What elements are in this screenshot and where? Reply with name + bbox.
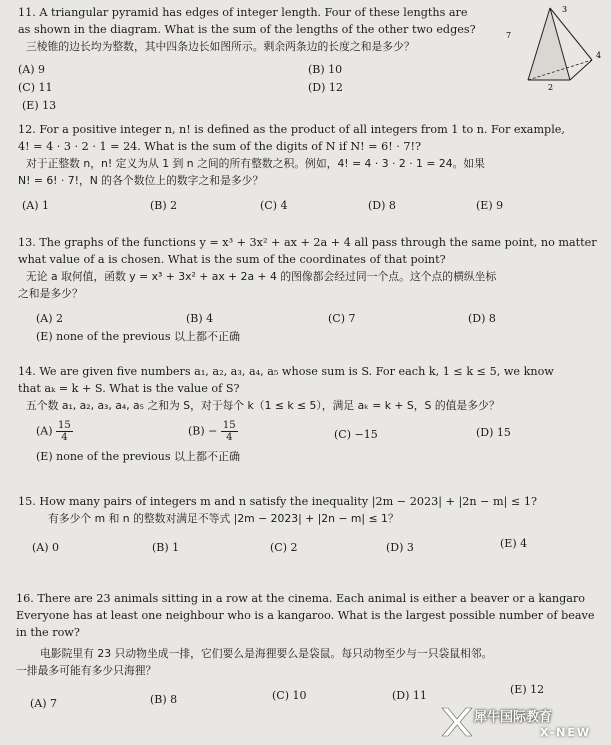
q16-option-d[interactable]: (D) 11 [392, 689, 427, 702]
q15-option-d[interactable]: (D) 3 [386, 541, 414, 554]
q11-option-d[interactable]: (D) 12 [308, 81, 343, 94]
q11-option-a[interactable]: (A) 9 [18, 63, 46, 76]
q13-option-b[interactable]: (B) 4 [186, 312, 214, 325]
q12-option-e[interactable]: (E) 9 [476, 199, 504, 212]
q16-zh-line2: 一排最多可能有多少只海狸？ [16, 664, 157, 677]
edge-label-bottom: 2 [548, 83, 554, 92]
q14-option-d[interactable]: (D) 15 [476, 426, 511, 439]
q13-option-d[interactable]: (D) 8 [468, 312, 496, 325]
q12-option-b[interactable]: (B) 2 [150, 199, 178, 212]
q14-en-line2: that aₖ = k + S. What is the value of S? [18, 382, 240, 395]
watermark [436, 700, 608, 744]
q14-option-a-label: (A) [36, 424, 53, 438]
edge-label-right: 4 [596, 51, 602, 60]
q13-zh-line1: 无论 a 取何值，函数 y = x³ + 3x² + ax + 2a + 4 的图像都会经过同一个点。这个点的横纵坐标 [26, 270, 497, 283]
q13-zh-line2: 之和是多少？ [18, 287, 83, 300]
q12-zh-line2: N! = 6! · 7!，N 的各个数位上的数字之和是多少？ [18, 174, 264, 187]
q16-option-b[interactable]: (B) 8 [150, 693, 178, 706]
edge-label-top: 3 [562, 5, 568, 14]
q16-en-line2: Everyone has at least one neighbour who is a kangaroo. What is the largest possible number of beave [16, 609, 595, 622]
pyramid-diagram [488, 2, 608, 94]
q15-option-c[interactable]: (C) 2 [270, 541, 298, 554]
q16-en-line1: 16. There are 23 animals sitting in a row at the cinema. Each animal is either a beaver or a kangaro [16, 592, 585, 605]
q11-zh: 三棱锥的边长均为整数，其中四条边长如图所示。剩余两条边的长度之和是多少？ [26, 40, 415, 53]
q15-zh: 有多少个 m 和 n 的整数对满足不等式 |2m − 2023| + |2n − m| ≤ 1？ [48, 512, 399, 525]
q13-options-row2 [18, 328, 603, 346]
q13-en-line2: what value of a is chosen. What is the sum of the coordinates of that point? [18, 253, 446, 266]
question-15 [18, 493, 603, 557]
q15-option-e[interactable]: (E) 4 [500, 537, 528, 550]
q11-en-line2: as shown in the diagram. What is the sum of the lengths of the other two edges? [18, 23, 476, 36]
q11-option-e[interactable]: (E) 13 [22, 99, 57, 112]
watermark-text: 犀牛国际教育 [474, 710, 553, 725]
q15-option-a[interactable]: (A) 0 [32, 541, 60, 554]
q11-en-line1: 11. A triangular pyramid has edges of integer length. Four of these lengths are [18, 6, 468, 19]
q14-option-b-denominator: 4 [226, 432, 233, 443]
q15-en: 15. How many pairs of integers m and n satisfy the inequality |2m − 2023| + |2n − m| ≤ 1? [18, 495, 538, 508]
watermark-subtext: X-NEW [540, 726, 592, 739]
q16-option-c[interactable]: (C) 10 [272, 689, 307, 702]
q13-option-e[interactable]: (E) none of the previous 以上都不正确 [36, 330, 240, 343]
q12-option-a[interactable]: (A) 1 [22, 199, 50, 212]
q16-option-e[interactable]: (E) 12 [510, 683, 545, 696]
edge-label-left: 7 [506, 31, 512, 40]
q11-option-c[interactable]: (C) 11 [18, 81, 53, 94]
q11-option-b[interactable]: (B) 10 [308, 63, 343, 76]
q16-option-a[interactable]: (A) 7 [30, 697, 58, 710]
q16-zh-line1: 电影院里有 23 只动物坐成一排，它们要么是海狸要么是袋鼠。每只动物至少与一只袋鼠相邻。 [40, 647, 493, 660]
q14-options-row1 [18, 418, 603, 448]
q14-zh: 五个数 a₁, a₂, a₃, a₄, a₅ 之和为 S，对于每个 k（1 ≤ k ≤ 5），满足 aₖ = k + S，S 的值是多少？ [26, 399, 500, 412]
q13-option-c[interactable]: (C) 7 [328, 312, 356, 325]
q12-zh-line1: 对于正整数 n，n! 定义为从 1 到 n 之间的所有整数之积。例如，4! = 4 · 3 · 2 · 1 = 24。如果 [26, 157, 485, 170]
q14-option-a-numerator: 15 [58, 420, 71, 431]
q15-option-b[interactable]: (B) 1 [152, 541, 180, 554]
q16-en-line3: in the row? [16, 626, 80, 639]
q11-options-row3 [18, 97, 603, 115]
q12-option-c[interactable]: (C) 4 [260, 199, 288, 212]
q12-en-line1: 12. For a positive integer n, n! is defined as the product of all integers from 1 to n. For example, [18, 123, 565, 136]
q12-option-d[interactable]: (D) 8 [368, 199, 396, 212]
q14-option-c[interactable]: (C) −15 [334, 428, 378, 441]
q14-option-b-fraction [221, 420, 238, 443]
q14-option-b-label: (B) [188, 424, 205, 438]
q14-en-line1: 14. We are given five numbers a₁, a₂, a₃, a₄, a₅ whose sum is S. For each k, 1 ≤ k ≤ 5, we know [18, 365, 554, 378]
question-13 [18, 234, 603, 346]
question-12 [18, 121, 603, 215]
q14-option-b-sign: − [208, 424, 218, 438]
question-16 [16, 590, 603, 709]
q14-option-e[interactable]: (E) none of the previous 以上都不正确 [36, 450, 240, 463]
q12-options [18, 197, 603, 215]
q14-option-a[interactable] [36, 420, 73, 443]
q14-option-b-numerator: 15 [222, 420, 236, 431]
question-14 [18, 363, 603, 466]
watermark-logo-icon [438, 704, 474, 740]
q13-en-line1: 13. The graphs of the functions y = x³ + 3x² + ax + 2a + 4 all pass through the same point, no matter [18, 236, 597, 249]
q13-option-a[interactable]: (A) 2 [36, 312, 64, 325]
q14-options-row2 [18, 448, 603, 466]
q14-option-b[interactable] [188, 420, 238, 443]
q14-option-a-denominator: 4 [61, 432, 68, 443]
q12-en-line2: 4! = 4 · 3 · 2 · 1 = 24. What is the sum of the digits of N if N! = 6! · 7!? [18, 140, 422, 153]
q13-options-row1 [18, 310, 603, 328]
q15-options [18, 539, 603, 557]
q14-option-a-fraction [56, 420, 73, 443]
